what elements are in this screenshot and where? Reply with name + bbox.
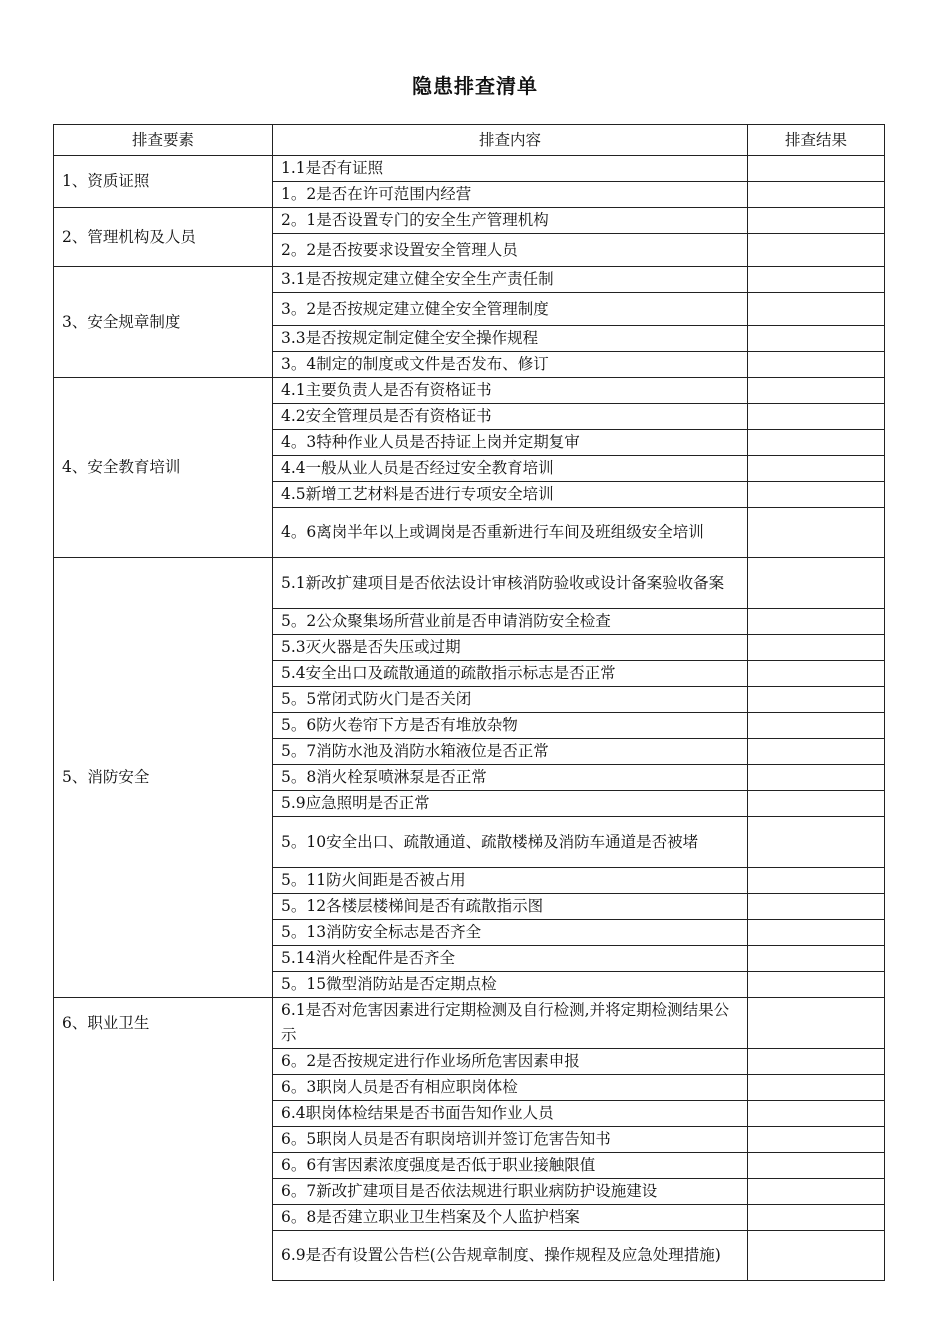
result-cell[interactable] <box>748 817 885 868</box>
table-header-row <box>54 125 885 156</box>
check-item-cell: 6.1是否对危害因素进行定期检测及自行检测,并将定期检测结果公示 <box>273 998 748 1049</box>
table-row <box>54 998 885 1049</box>
check-item-cell: 3.1是否按规定建立健全安全生产责任制 <box>273 267 748 293</box>
category-cell: 2、管理机构及人员 <box>54 208 273 267</box>
result-cell[interactable] <box>748 998 885 1049</box>
check-item-cell: 4.4一般从业人员是否经过安全教育培训 <box>273 456 748 482</box>
result-cell[interactable] <box>748 1075 885 1101</box>
category-cell: 4、安全教育培训 <box>54 378 273 558</box>
result-cell[interactable] <box>748 1101 885 1127</box>
category-cell: 6、职业卫生 <box>54 998 273 1281</box>
result-cell[interactable] <box>748 920 885 946</box>
result-cell[interactable] <box>748 430 885 456</box>
result-cell[interactable] <box>748 868 885 894</box>
check-item-cell: 4.2安全管理员是否有资格证书 <box>273 404 748 430</box>
category-cell: 3、安全规章制度 <box>54 267 273 378</box>
check-item-cell: 3.3是否按规定制定健全安全操作规程 <box>273 326 748 352</box>
check-item-cell: 5。2公众聚集场所营业前是否申请消防安全检查 <box>273 609 748 635</box>
result-cell[interactable] <box>748 378 885 404</box>
result-cell[interactable] <box>748 1127 885 1153</box>
table-row <box>54 208 885 234</box>
check-item-cell: 6。5职岗人员是否有职岗培训并签订危害告知书 <box>273 1127 748 1153</box>
check-item-cell: 4。6离岗半年以上或调岗是否重新进行车间及班组级安全培训 <box>273 508 748 558</box>
table-row <box>54 378 885 404</box>
check-item-cell: 3。2是否按规定建立健全安全管理制度 <box>273 293 748 326</box>
check-item-cell: 5。5常闭式防火门是否关闭 <box>273 687 748 713</box>
check-item-cell: 2。1是否设置专门的安全生产管理机构 <box>273 208 748 234</box>
column-header-content: 排查内容 <box>273 125 748 156</box>
check-item-cell: 5。15微型消防站是否定期点检 <box>273 972 748 998</box>
result-cell[interactable] <box>748 635 885 661</box>
result-cell[interactable] <box>748 234 885 267</box>
column-header-element: 排查要素 <box>54 125 273 156</box>
check-item-cell: 5.14消火栓配件是否齐全 <box>273 946 748 972</box>
check-item-cell: 6.9是否有设置公告栏(公告规章制度、操作规程及应急处理措施) <box>273 1231 748 1281</box>
category-cell: 5、消防安全 <box>54 558 273 998</box>
result-cell[interactable] <box>748 404 885 430</box>
check-item-cell: 5。10安全出口、疏散通道、疏散楼梯及消防车通道是否被堵 <box>273 817 748 868</box>
check-item-cell: 6.4职岗体检结果是否书面告知作业人员 <box>273 1101 748 1127</box>
result-cell[interactable] <box>748 182 885 208</box>
check-item-cell: 2。2是否按要求设置安全管理人员 <box>273 234 748 267</box>
check-item-cell: 5.9应急照明是否正常 <box>273 791 748 817</box>
result-cell[interactable] <box>748 482 885 508</box>
page-title: 隐患排查清单 <box>412 74 538 98</box>
result-cell[interactable] <box>748 293 885 326</box>
check-item-cell: 1。2是否在许可范围内经营 <box>273 182 748 208</box>
check-item-cell: 5。11防火间距是否被占用 <box>273 868 748 894</box>
result-cell[interactable] <box>748 456 885 482</box>
result-cell[interactable] <box>748 661 885 687</box>
check-item-cell: 5。6防火卷帘下方是否有堆放杂物 <box>273 713 748 739</box>
check-item-cell: 6。7新改扩建项目是否依法规进行职业病防护设施建设 <box>273 1179 748 1205</box>
check-item-cell: 5。13消防安全标志是否齐全 <box>273 920 748 946</box>
result-cell[interactable] <box>748 208 885 234</box>
table-row <box>54 156 885 182</box>
result-cell[interactable] <box>748 791 885 817</box>
check-item-cell: 3。4制定的制度或文件是否发布、修订 <box>273 352 748 378</box>
table-row <box>54 267 885 293</box>
checklist-body <box>54 156 885 1281</box>
result-cell[interactable] <box>748 156 885 182</box>
check-item-cell: 5.4安全出口及疏散通道的疏散指示标志是否正常 <box>273 661 748 687</box>
check-item-cell: 6。6有害因素浓度强度是否低于职业接触限值 <box>273 1153 748 1179</box>
result-cell[interactable] <box>748 765 885 791</box>
result-cell[interactable] <box>748 713 885 739</box>
result-cell[interactable] <box>748 558 885 609</box>
category-cell: 1、资质证照 <box>54 156 273 208</box>
check-item-cell: 6。8是否建立职业卫生档案及个人监护档案 <box>273 1205 748 1231</box>
table-row <box>54 558 885 609</box>
check-item-cell: 5.3灭火器是否失压或过期 <box>273 635 748 661</box>
result-cell[interactable] <box>748 267 885 293</box>
check-item-cell: 4.5新增工艺材料是否进行专项安全培训 <box>273 482 748 508</box>
check-item-cell: 1.1是否有证照 <box>273 156 748 182</box>
result-cell[interactable] <box>748 894 885 920</box>
column-header-result: 排查结果 <box>748 125 885 156</box>
result-cell[interactable] <box>748 1049 885 1075</box>
result-cell[interactable] <box>748 1231 885 1281</box>
result-cell[interactable] <box>748 687 885 713</box>
result-cell[interactable] <box>748 1153 885 1179</box>
check-item-cell: 4.1主要负责人是否有资格证书 <box>273 378 748 404</box>
check-item-cell: 6。2是否按规定进行作业场所危害因素申报 <box>273 1049 748 1075</box>
result-cell[interactable] <box>748 508 885 558</box>
result-cell[interactable] <box>748 352 885 378</box>
result-cell[interactable] <box>748 1179 885 1205</box>
check-item-cell: 5。8消火栓泵喷淋泵是否正常 <box>273 765 748 791</box>
result-cell[interactable] <box>748 972 885 998</box>
result-cell[interactable] <box>748 1205 885 1231</box>
result-cell[interactable] <box>748 326 885 352</box>
result-cell[interactable] <box>748 946 885 972</box>
result-cell[interactable] <box>748 609 885 635</box>
check-item-cell: 6。3职岗人员是否有相应职岗体检 <box>273 1075 748 1101</box>
hazard-checklist-table <box>53 124 885 1281</box>
check-item-cell: 5.1新改扩建项目是否依法设计审核消防验收或设计备案验收备案 <box>273 558 748 609</box>
check-item-cell: 5。12各楼层楼梯间是否有疏散指示图 <box>273 894 748 920</box>
check-item-cell: 4。3特种作业人员是否持证上岗并定期复审 <box>273 430 748 456</box>
result-cell[interactable] <box>748 739 885 765</box>
check-item-cell: 5。7消防水池及消防水箱液位是否正常 <box>273 739 748 765</box>
